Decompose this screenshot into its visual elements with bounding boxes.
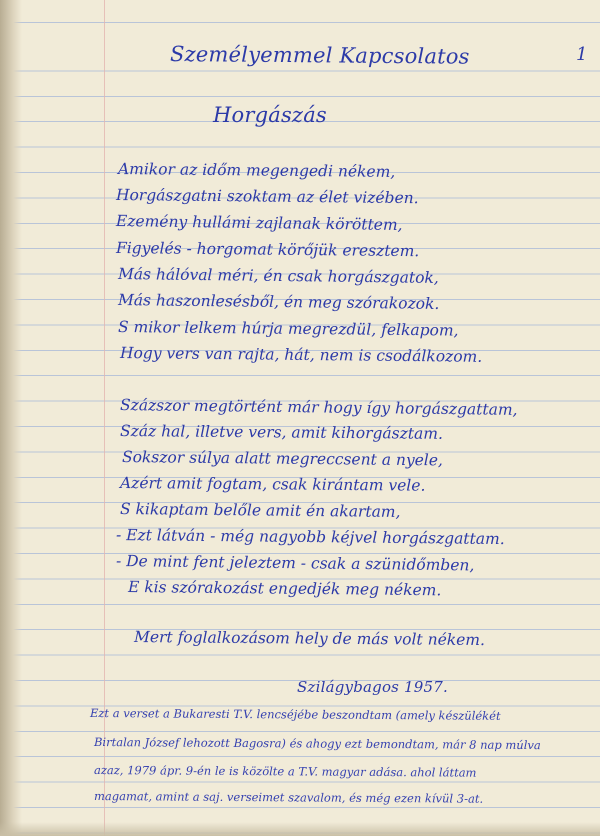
place-date-signature: Szilágybagos 1957. xyxy=(297,678,448,696)
poem-line: Sokszor súlya alatt megreccsent a nyele, xyxy=(121,448,443,470)
note-line: azaz, 1979 ápr. 9-én le is közölte a T.V. magyar adása. ahol láttam xyxy=(93,763,477,780)
page-edge xyxy=(0,822,600,836)
poem-title: Horgászás xyxy=(213,103,327,127)
closing-line: Mert foglalkozásom hely de más volt nékem. xyxy=(133,628,486,650)
poem-line: Száz hal, illetve vers, amit kihorgásztam. xyxy=(119,422,444,443)
poem-line: Hogy vers van rajta, hát, nem is csodálkozom. xyxy=(119,344,483,366)
note-line: Birtalan József lehozott Bagosra) és ahogy ezt bemondtam, már 8 nap múlva xyxy=(93,735,541,753)
poem-line: E kis szórakozást engedjék meg nékem. xyxy=(127,578,442,600)
note-line: Ezt a verset a Bukaresti T.V. lencséjébe beszondtam (amely készülékét xyxy=(89,706,501,723)
poem-line: Más haszonlesésből, én meg szórakozok. xyxy=(117,291,440,313)
poem-line: Százszor megtörtént már hogy így horgászgattam, xyxy=(119,396,518,419)
page-number: 1 xyxy=(576,44,588,65)
binding-gutter xyxy=(0,0,22,836)
poem-line: Azért amit fogtam, csak kirántam vele. xyxy=(119,474,426,495)
poem-line: - Ezt látván - még nagyobb kéjvel horgászgattam. xyxy=(115,526,505,549)
poem-line: S kikaptam belőle amit én akartam, xyxy=(119,500,401,521)
note-line: magamat, amint a saj. verseimet szavalom, és még ezen kívül 3-at. xyxy=(93,789,484,806)
poem-line: - De mint fent jeleztem - csak a szünidőmben, xyxy=(115,552,475,575)
poem-line: S mikor lelkem húrja megrezdül, felkapom, xyxy=(117,318,459,340)
poem-line: Figyelés - horgomat körőjük eresztem. xyxy=(115,239,420,261)
poem-line: Amikor az időm megengedi nékem, xyxy=(117,160,396,181)
poem-line: Horgászgatni szoktam az élet vizében. xyxy=(115,186,419,208)
document-title: Személyemmel Kapcsolatos xyxy=(169,42,470,69)
poem-line: Más hálóval méri, én csak horgászgatok, xyxy=(117,265,439,287)
poem-line: Ezemény hullámi zajlanak köröttem, xyxy=(115,212,403,235)
